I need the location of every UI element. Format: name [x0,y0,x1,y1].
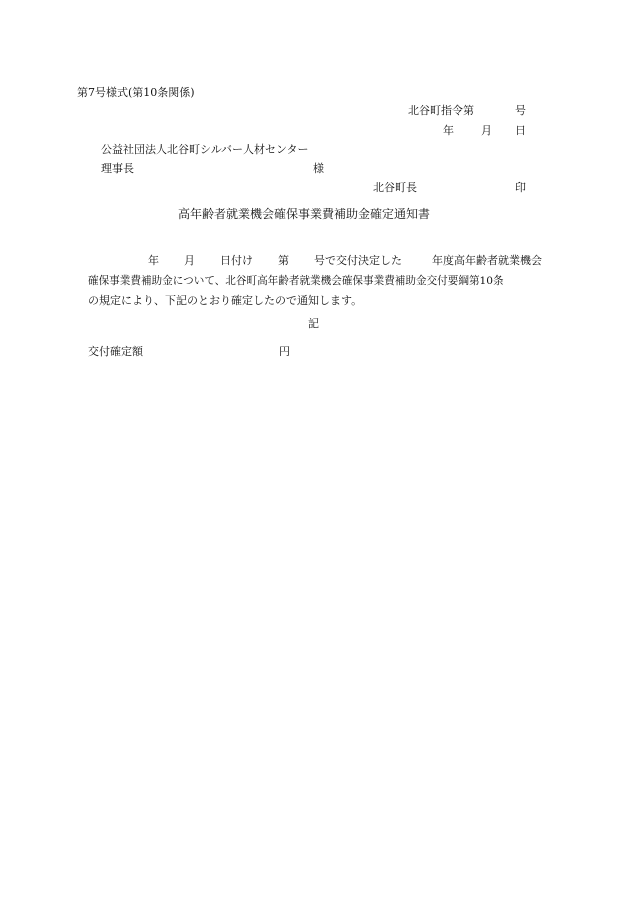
body-number-suffix: 号で交付決定した [314,254,402,267]
date-month: 月 [481,124,492,137]
body-line-2: 確保事業費補助金について、北谷町高年齢者就業機会確保事業費補助金交付要綱第10条 [88,275,504,287]
date-day: 日 [515,124,526,137]
body-dated: 日付け [220,254,253,267]
body-line-3: の規定により、下記のとおり確定したので通知します。 [88,294,363,307]
document-title: 高年齢者就業機会確保事業費補助金確定通知書 [178,207,431,221]
date-year: 年 [443,124,454,137]
amount-unit: 円 [279,345,290,358]
addressee-honorific: 様 [313,162,324,175]
document-number-suffix: 号 [515,104,526,117]
body-number-prefix: 第 [278,254,289,267]
ki-marker: 記 [308,317,319,330]
body-year: 年 [148,254,159,267]
issuer-name: 北谷町長 [373,181,417,194]
addressee-position: 理事長 [101,162,134,175]
body-month: 月 [184,254,195,267]
addressee-organization: 公益社団法人北谷町シルバー人材センター [101,143,309,156]
body-fiscal-year-program: 年度高年齢者就業機会 [432,254,542,267]
amount-label: 交付確定額 [88,345,143,358]
document-number-prefix: 北谷町指令第 [408,104,474,117]
issuer-seal: 印 [515,181,526,194]
form-label: 第7号様式(第10条関係) [77,86,195,99]
